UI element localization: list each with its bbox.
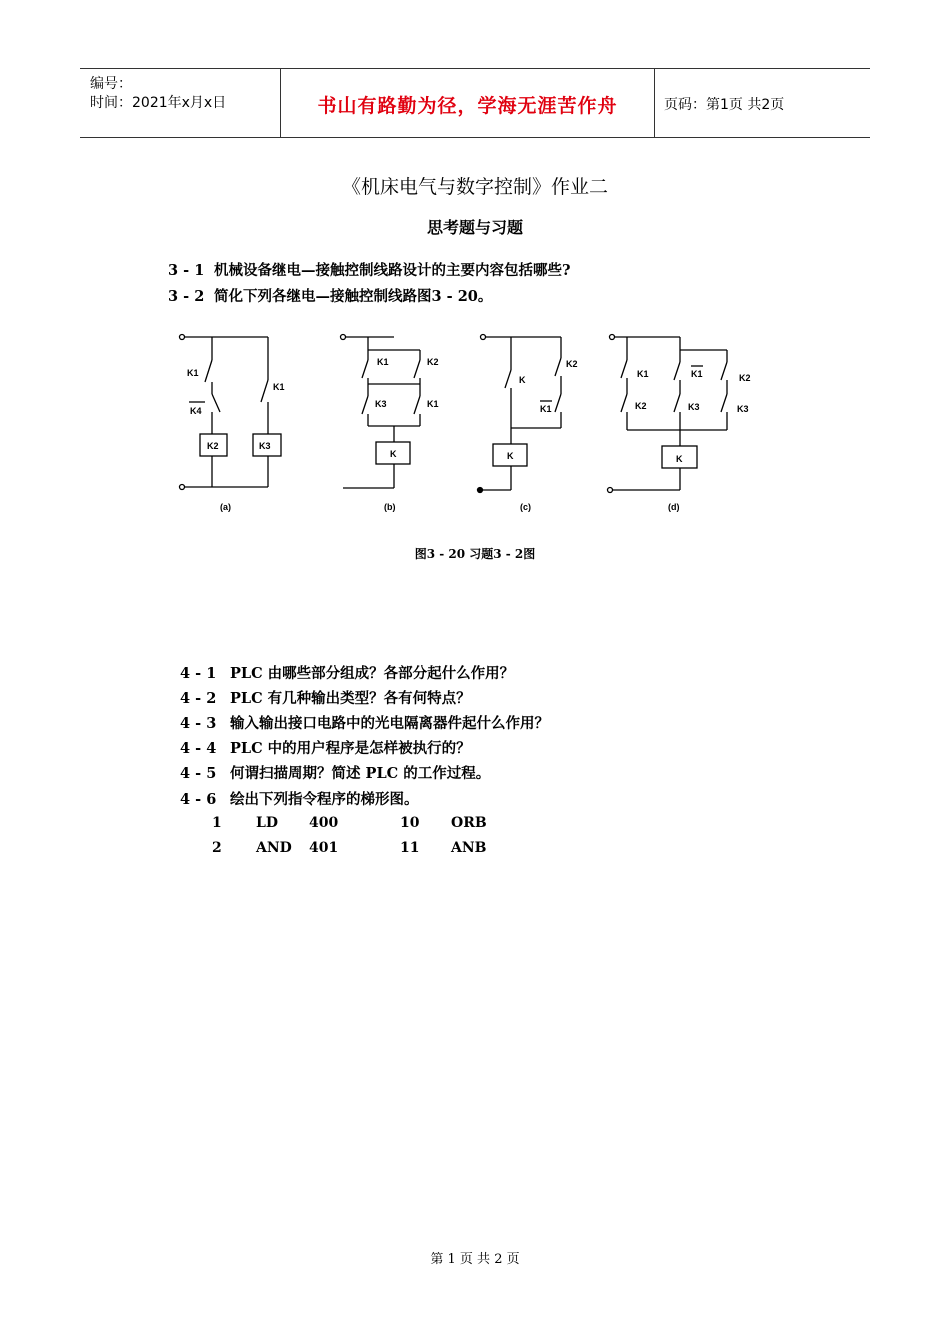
label-b-k1: K1 [377,357,389,367]
label-b-k3: K3 [375,399,387,409]
label-d-k1: K1 [637,369,649,379]
label-d-k: K [676,454,683,464]
question-number: 3 - 1 [168,262,205,279]
question-text: 机械设备继电—接触控制线路设计的主要内容包括哪些? [214,262,571,279]
header-page-cell [654,69,870,137]
program-step: 10 [400,815,420,831]
subfigure-d-label: (d) [668,502,680,512]
question-4-1 [180,662,514,683]
label-c-k2: K2 [566,359,578,369]
question-3-2 [168,285,492,306]
label-b-k1b: K1 [427,399,439,409]
question-number: 4 - 5 [180,765,217,782]
subfigure-b-label: (b) [384,502,396,512]
question-text: PLC 由哪些部分组成？各部分起什么作用？ [230,665,515,682]
number-label: 编号： [90,76,132,92]
label-c-kcoil: K [507,451,514,461]
page-footer: 第 1 页 共 2 页 [430,1252,520,1267]
section-subtitle: 思考题与习题 [426,218,523,237]
figure-caption: 图3 - 20 习题3 - 2图 [414,547,536,561]
label-c-k: K [519,375,526,385]
header-motto-cell [280,69,655,137]
label-a-k1b: K1 [273,382,285,392]
question-number: 4 - 3 [180,715,217,732]
program-op: ORB [451,815,487,831]
label-a-k1: K1 [187,368,199,378]
question-4-3 [180,712,549,733]
question-text: 绘出下列指令程序的梯形图。 [230,791,419,808]
question-text: 输入输出接口电路中的光电隔离器件起什么作用？ [230,715,549,732]
label-d-k2b: K2 [635,401,647,411]
subfigure-c-label: (c) [520,502,531,512]
question-number: 4 - 4 [180,740,217,757]
question-4-5 [180,762,490,783]
question-number: 4 - 1 [180,665,217,682]
question-text: PLC 有几种输出类型？各有何特点？ [230,690,471,707]
question-4-6 [180,788,419,809]
question-4-2 [180,687,471,708]
program-addr: 401 [309,840,339,856]
document-title: 《机床电气与数字控制》作业二 [341,176,608,198]
page-label: 页码：第1页 共2页 [664,97,785,113]
subfigure-a-label: (a) [220,502,231,512]
motto: 书山有路勤为径，学海无涯苦作舟 [317,95,618,117]
program-step: 2 [212,840,222,856]
header-info-cell [80,69,280,137]
program-step: 1 [212,815,222,831]
circuit-d [608,335,728,493]
label-c-k1: K1 [540,404,552,414]
label-a-k2: K2 [207,441,219,451]
question-text: 简化下列各继电—接触控制线路图3 - 20。 [214,288,493,305]
label-a-k3: K3 [259,441,271,451]
program-step: 11 [400,840,420,856]
program-op: AND [256,840,292,856]
label-b-k2: K2 [427,357,439,367]
label-d-k3b: K3 [737,404,749,414]
question-text: 何谓扫描周期？简述 PLC 的工作过程。 [230,765,491,782]
label-b-k: K [390,449,397,459]
page-header [80,68,870,138]
label-a-k4: K4 [190,406,202,416]
question-text: PLC 中的用户程序是怎样被执行的？ [230,740,471,757]
label-d-k2: K2 [739,373,751,383]
question-number: 4 - 6 [180,791,217,808]
program-op: LD [256,815,278,831]
relay-circuit-figure [165,322,765,522]
label-d-k3: K3 [688,402,700,412]
question-number: 4 - 2 [180,690,217,707]
question-3-1 [168,259,571,280]
label-d-k1bar: K1 [691,369,703,379]
program-addr: 400 [309,815,339,831]
question-4-4 [180,737,471,758]
time-label: 时间：2021年x月x日 [90,95,227,111]
program-op: ANB [451,840,487,856]
question-number: 3 - 2 [168,288,205,305]
